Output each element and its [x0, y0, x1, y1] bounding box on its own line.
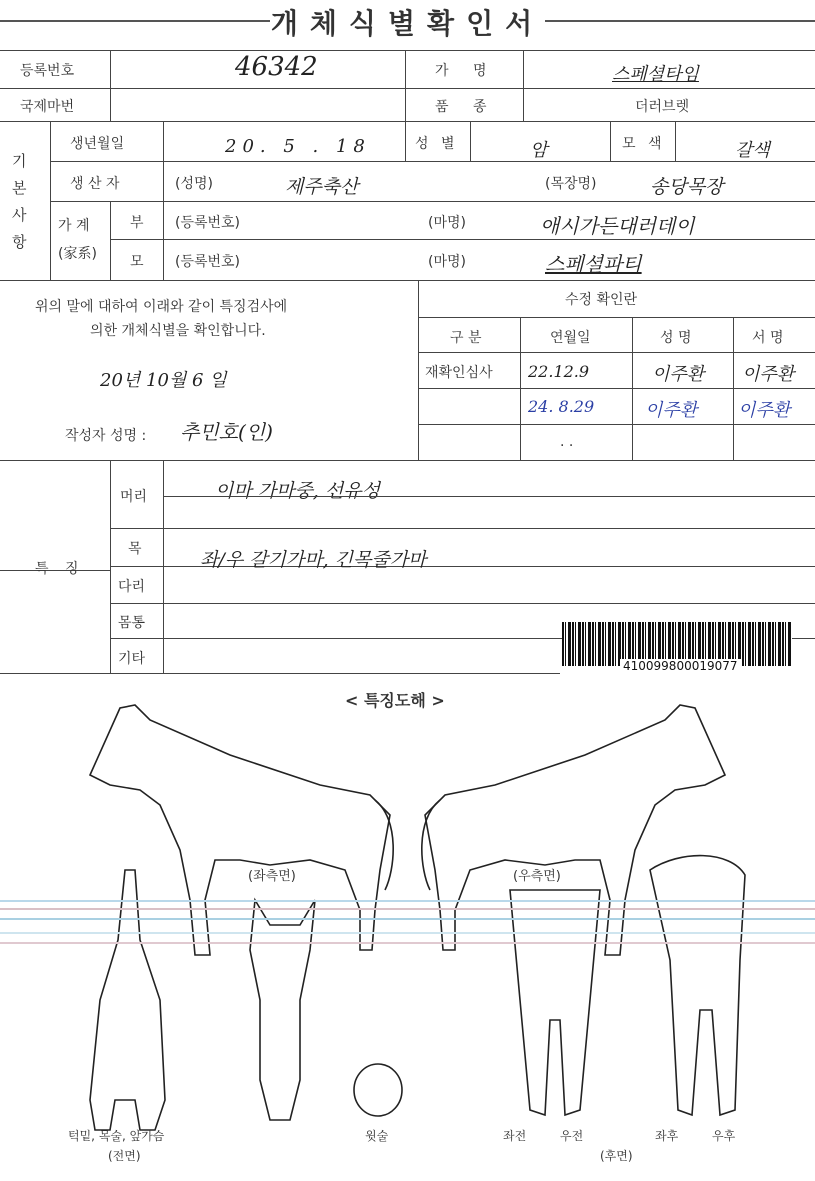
scan-artifact-line — [0, 932, 815, 934]
producer-sub: (성명) — [175, 176, 213, 192]
feature-label-body: 몸통 — [118, 615, 146, 631]
farm-sub: (목장명) — [545, 176, 597, 192]
grid-line — [0, 121, 815, 122]
statement-date: 20년 10월 6 일 — [100, 370, 227, 391]
rear-view-horse-icon — [650, 856, 745, 1115]
lineage-label: 가 계 — [58, 218, 90, 234]
sire-value: 애시가든대러데이 — [540, 214, 695, 238]
feature-label-neck: 목 — [128, 541, 142, 557]
author-label: 작성자 성명 : — [65, 428, 147, 444]
rear-subcaption: (후면) — [600, 1149, 633, 1163]
grid-line — [163, 460, 164, 673]
revision-header-name: 성 명 — [660, 330, 692, 346]
registration-label: 등록번호 — [20, 63, 75, 79]
front-caption: 턱밑, 목술, 앞가슴 — [68, 1129, 165, 1143]
dam-value: 스페셜파티 — [545, 252, 642, 276]
grid-line — [50, 201, 815, 202]
front-legs-icon — [510, 890, 600, 1115]
sire-reg-sub: (등록번호) — [175, 215, 241, 231]
dam-label: 모 — [130, 254, 144, 270]
page-title: 개체식별확인서 — [270, 7, 545, 40]
scan-artifact-line — [0, 918, 815, 920]
revision-row2-sign: 이주환 — [738, 400, 791, 421]
breed-value: 더러브렛 — [635, 99, 690, 115]
revision-row3-date: . . — [560, 434, 574, 450]
grid-line — [163, 121, 164, 201]
coat-label: 모 색 — [622, 136, 666, 152]
grid-line — [418, 388, 815, 389]
international-name-label: 국제마번 — [20, 99, 75, 115]
grid-line — [418, 352, 815, 353]
grid-line — [110, 201, 111, 280]
muzzle-caption: 윗술 — [365, 1129, 389, 1143]
barcode-number: 410099800019077 — [620, 659, 741, 673]
grid-line — [610, 121, 611, 161]
rear-label-left-front: 좌전 — [503, 1129, 527, 1143]
basic-label-1: 기 — [12, 152, 27, 170]
title-rule-right — [545, 20, 815, 22]
feature-label-head: 머리 — [120, 489, 148, 505]
title-rule-left — [0, 20, 270, 22]
revision-row1-date: 22.12.9 — [528, 362, 590, 381]
feature-label-leg: 다리 — [118, 579, 146, 595]
grid-line — [675, 121, 676, 161]
statement-line1: 위의 말에 대하여 이래와 같이 특징검사에 — [35, 299, 288, 315]
front-subcaption: (전면) — [108, 1149, 141, 1163]
grid-line — [0, 280, 815, 281]
birth-value: 20. 5 . 18 — [225, 136, 371, 157]
producer-value: 제주축산 — [285, 176, 359, 198]
grid-line — [110, 460, 111, 673]
birth-label: 생년월일 — [70, 136, 125, 152]
grid-line — [163, 201, 164, 280]
grid-line — [418, 317, 815, 318]
sex-value: 암 — [530, 140, 548, 161]
muzzle-icon — [354, 1064, 402, 1116]
rear-label-right-hind: 우후 — [712, 1129, 736, 1143]
lineage-hanja: (家系) — [58, 246, 97, 262]
sire-label: 부 — [130, 215, 144, 231]
grid-line — [0, 460, 815, 461]
grid-line — [50, 161, 815, 162]
revision-row1-sign: 이주환 — [742, 364, 795, 385]
scan-artifact-line — [0, 908, 815, 910]
revision-row2-name: 이주환 — [645, 400, 698, 421]
grid-line — [733, 317, 734, 460]
grid-line — [0, 50, 815, 51]
grid-line — [405, 121, 406, 161]
dam-name-sub: (마명) — [428, 254, 466, 270]
grid-line — [520, 317, 521, 460]
coat-value: 갈색 — [735, 140, 770, 161]
author-value: 추민호(인) — [180, 420, 273, 444]
revision-row1-name: 이주환 — [652, 364, 705, 385]
dam-reg-sub: (등록번호) — [175, 254, 241, 270]
revision-row2-date: 24. 8.29 — [528, 397, 595, 416]
left-side-caption: (좌측면) — [248, 869, 296, 884]
statement-line2: 의한 개체식별을 확인합니다. — [90, 323, 266, 339]
right-side-caption: (우측면) — [513, 869, 561, 884]
grid-line — [405, 50, 406, 121]
features-section-label: 특 징 — [35, 561, 85, 577]
grid-line — [110, 50, 111, 121]
rear-label-left-hind: 좌후 — [655, 1129, 679, 1143]
grid-line — [110, 239, 815, 240]
horse-name-value: 스페셜타임 — [612, 64, 699, 85]
diagram-title: < 특징도해 > — [345, 691, 445, 710]
scan-artifact-line — [0, 900, 815, 902]
basic-label-2: 본 — [12, 179, 27, 197]
grid-line — [110, 603, 815, 604]
grid-line — [632, 317, 633, 460]
revision-header-type: 구 분 — [450, 330, 482, 346]
revision-row1-type: 재확인심사 — [425, 365, 493, 381]
basic-label-3: 사 — [12, 206, 27, 224]
producer-label: 생 산 자 — [70, 176, 120, 192]
horse-diagram — [0, 700, 815, 1181]
grid-line — [418, 280, 419, 460]
revision-title: 수정 확인란 — [565, 292, 638, 308]
grid-line — [418, 424, 815, 425]
feature-label-other: 기타 — [118, 651, 146, 667]
registration-value: 46342 — [235, 52, 318, 82]
grid-line — [0, 673, 560, 674]
horse-name-label: 가 명 — [435, 63, 497, 79]
basic-label-4: 항 — [12, 233, 27, 251]
revision-header-date: 연월일 — [550, 330, 591, 346]
grid-line — [523, 50, 524, 121]
breed-label: 품 종 — [435, 99, 497, 115]
grid-line — [0, 88, 815, 89]
rear-label-right-front: 우전 — [560, 1129, 584, 1143]
grid-line — [110, 528, 815, 529]
grid-line — [470, 121, 471, 161]
feature-value-head: 이마 가마중, 선유성 — [215, 480, 380, 502]
revision-header-sign: 서 명 — [752, 330, 784, 346]
grid-line — [50, 121, 51, 280]
farm-value: 송당목장 — [650, 176, 724, 198]
grid-line — [163, 496, 815, 497]
feature-value-neck: 좌/우 갈기가마, 긴목줄가마 — [200, 549, 427, 571]
sex-label: 성 별 — [415, 136, 459, 152]
scan-artifact-line — [0, 942, 815, 944]
sire-name-sub: (마명) — [428, 215, 466, 231]
